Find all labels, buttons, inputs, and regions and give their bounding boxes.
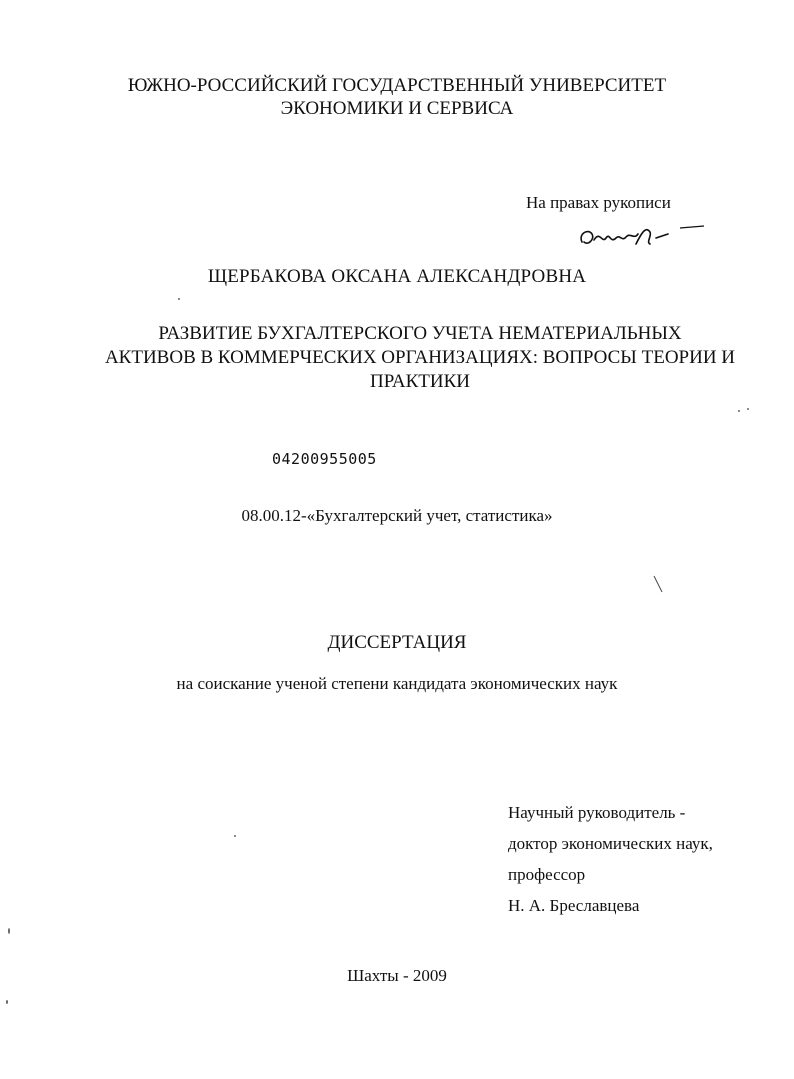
scan-speck [747,408,749,410]
document-type: ДИССЕРТАЦИЯ [327,632,467,653]
university-line-2: ЭКОНОМИКИ И СЕРВИСА [280,98,514,119]
registry-code: 04200955005 [272,450,377,468]
manuscript-note: На правах рукописи [526,193,671,212]
supervisor-name: Н. А. Бреславцева [508,896,640,915]
supervisor-block [508,797,713,921]
author-name: ЩЕРБАКОВА ОКСАНА АЛЕКСАНДРОВНА [207,266,587,287]
scan-speck [234,835,236,837]
title-line-2: АКТИВОВ В КОММЕРЧЕСКИХ ОРГАНИЗАЦИЯХ: ВОПРОСЫ ТЕОРИИ И [104,347,736,368]
degree-line: на соискание ученой степени кандидата экономических наук [176,674,618,693]
city-year: Шахты - 2009 [347,966,447,985]
university-line-1: ЮЖНО-РОССИЙСКИЙ ГОСУДАРСТВЕННЫЙ УНИВЕРСИТЕТ [127,75,667,96]
university-name [0,74,794,120]
supervisor-title: доктор экономических наук, [508,834,713,853]
supervisor-rank: профессор [508,865,586,884]
signature-icon [576,220,706,254]
specialty: 08.00.12-«Бухгалтерский учет, статистика» [241,506,553,525]
scan-mark [652,574,664,594]
title-line-3: ПРАКТИКИ [370,371,470,392]
supervisor-role: Научный руководитель - [508,803,686,822]
scan-speck [6,1000,8,1004]
title-line-1: РАЗВИТИЕ БУХГАЛТЕРСКОГО УЧЕТА НЕМАТЕРИАЛЬНЫХ [158,323,682,344]
scan-speck [8,928,10,934]
dissertation-title [100,322,740,394]
scan-speck [738,410,740,412]
scan-speck [178,298,180,300]
